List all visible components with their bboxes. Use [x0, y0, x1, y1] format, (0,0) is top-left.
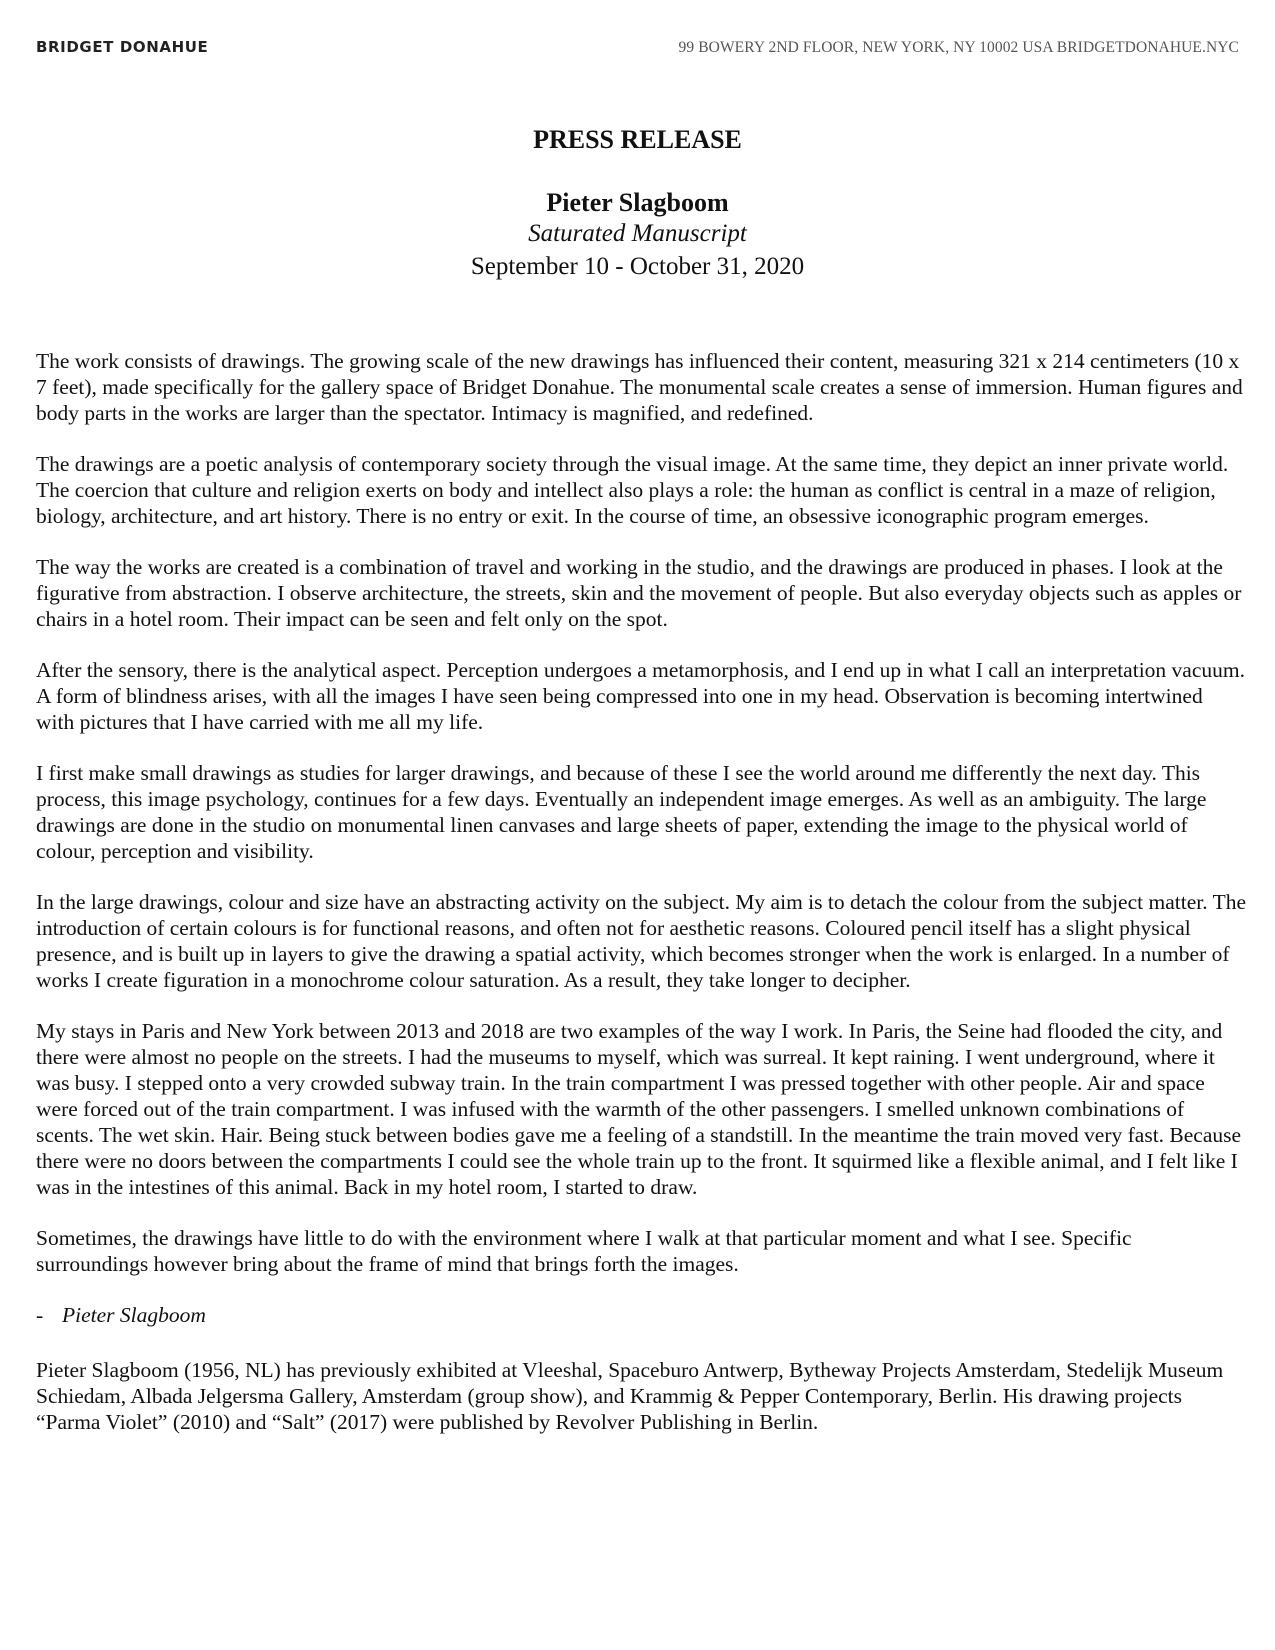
- paragraph-7: My stays in Paris and New York between 2013 and 2018 are two examples of the way I work. In Paris, the Seine had flooded the city, and there were almost no people on the streets. I had the museums to myself, which was surreal. It kept raining. I went underground, where it was busy. I stepped onto a very crowded subway train. In the train compartment I was pressed together with other people. Air and space were forced out of the train compartment. I was infused with the warmth of the other passengers. I smelled unknown combinations of scents. The wet skin. Hair. Being stuck between bodies gave me a feeling of a standstill. In the meantime the train moved very fast. Because there were no doors between the compartments I could see the whole train up to the front. It squirmed like a flexible animal, and I felt like I was in the intestines of this animal. Back in my hotel room, I started to draw.: [36, 1019, 1242, 1199]
- paragraph-6: In the large drawings, colour and size have an abstracting activity on the subject. My aim is to detach the colour from the subject matter. The introduction of certain colours is for functional reasons, and often not for aesthetic reasons. Coloured pencil itself has a slight physical presence, and is built up in layers to give the drawing a spatial activity, which becomes stronger when the work is enlarged. In a number of works I create figuration in a monochrome colour saturation. As a result, they take longer to decipher.: [36, 890, 1247, 992]
- exhibition-dates: September 10 - October 31, 2020: [470, 253, 805, 280]
- paragraph-3: The way the works are created is a combination of travel and working in the studio, and the drawings are produced in phases. I look at the figurative from abstraction. I observe architecture, the streets, skin and the movement of people. But also everyday objects such as apples or chairs in a hotel room. Their impact can be seen and felt only on the spot.: [36, 555, 1242, 631]
- press-release-label: PRESS RELEASE: [533, 125, 742, 154]
- gallery-logo: BRIDGET DONAHUE: [36, 38, 209, 56]
- gallery-address: 99 BOWERY 2ND FLOOR, NEW YORK, NY 10002 USA BRIDGETDONAHUE.NYC: [678, 39, 1239, 56]
- attribution-dash: -: [36, 1303, 44, 1327]
- exhibition-title: Saturated Manuscript: [528, 220, 747, 247]
- artist-bio: Pieter Slagboom (1956, NL) has previously exhibited at Vleeshal, Spaceburo Antwerp, Bytheway Projects Amsterdam, Stedelijk Museum Schiedam, Albada Jelgersma Gallery, Amsterdam (group show), and Krammig & Pepper Contemporary, Berlin. His drawing projects “Parma Violet” (2010) and “Salt” (2017) were published by Revolver Publishing in Berlin.: [36, 1358, 1224, 1434]
- paragraph-2: The drawings are a poetic analysis of contemporary society through the visual image. At the same time, they depict an inner private world. The coercion that culture and religion exerts on body and intellect also plays a role: the human as conflict is central in a maze of religion, biology, architecture, and art history. There is no entry or exit. In the course of time, an obsessive iconographic program emerges.: [36, 452, 1229, 528]
- letterhead: [36, 36, 1239, 60]
- quote-attribution: [36, 1302, 1246, 1328]
- artist-name: Pieter Slagboom: [546, 188, 729, 217]
- paragraph-4: After the sensory, there is the analytical aspect. Perception undergoes a metamorphosis, and I end up in what I call an interpretation vacuum. A form of blindness arises, with all the images I have seen being compressed into one in my head. Observation is becoming intertwined with pictures that I have carried with me all my life.: [36, 658, 1245, 734]
- title-block: [0, 125, 1275, 284]
- paragraph-1: The work consists of drawings. The growing scale of the new drawings has influenced their content, measuring 321 x 214 centimeters (10 x 7 feet), made specifically for the gallery space of Bridget Donahue. The monumental scale creates a sense of immersion. Human figures and body parts in the works are larger than the spectator. Intimacy is magnified, and redefined.: [36, 349, 1243, 425]
- press-release-body: [36, 348, 1246, 1460]
- paragraph-5: I first make small drawings as studies for larger drawings, and because of these I see the world around me differently the next day. This process, this image psychology, continues for a few days. Eventually an independent image emerges. As well as an ambiguity. The large drawings are done in the studio on monumental linen canvases and large sheets of paper, extending the image to the physical world of colour, perception and visibility.: [36, 761, 1207, 863]
- attribution-name: Pieter Slagboom: [62, 1303, 206, 1327]
- paragraph-8: Sometimes, the drawings have little to do with the environment where I walk at that particular moment and what I see. Specific surroundings however bring about the frame of mind that brings forth the images.: [36, 1226, 1132, 1276]
